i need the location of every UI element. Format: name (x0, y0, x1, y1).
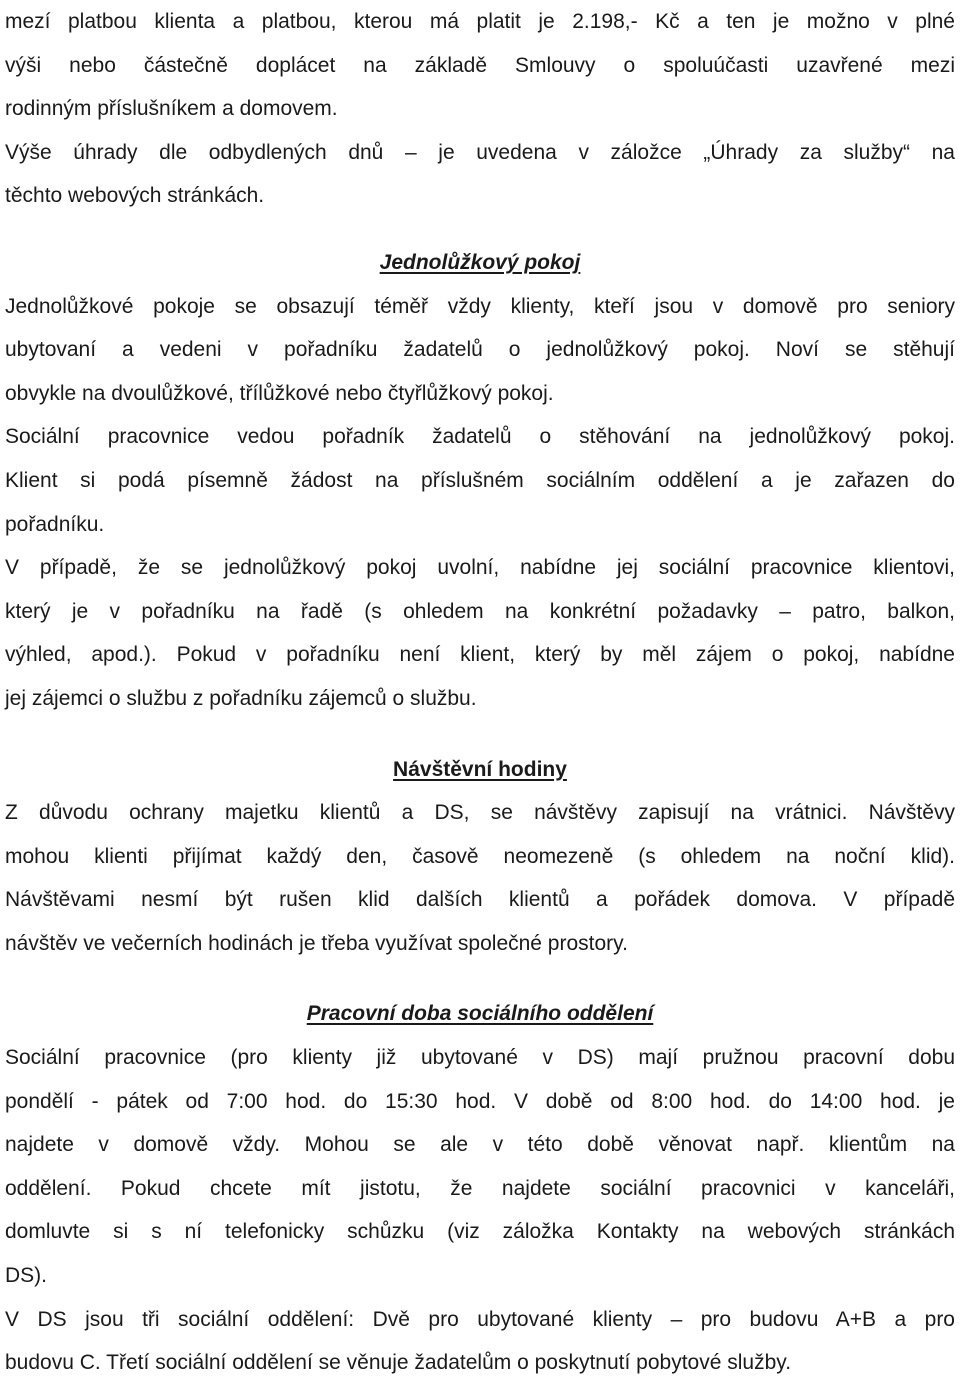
text-line: obvykle na dvoulůžkové, třílůžkové nebo čtyřlůžkový pokoj. (5, 381, 554, 405)
text-line: Výše úhrady dle odbydlených dnů – je uvedena v záložce „Úhrady za služby“ na (5, 140, 955, 164)
paragraph-social-office-hours (5, 1036, 955, 1385)
text-line: návštěv ve večerních hodinách je třeba využívat společné prostory. (5, 931, 628, 955)
text-line: Návštěvami nesmí být rušen klid dalších klientů a pořádek domova. V případě (5, 888, 955, 912)
text-line: jej zájemci o službu z pořadníku zájemců o službu. (5, 686, 477, 710)
text-line: pořadníku. (5, 512, 105, 536)
heading-single-room: Jednolůžkový pokoj (379, 250, 581, 274)
text-line: ubytovaní a vedeni v pořadníku žadatelů o jednolůžkový pokoj. Noví se stěhují (5, 338, 955, 362)
text-line: Sociální pracovnice vedou pořadník žadatelů o stěhování na jednolůžkový pokoj. (5, 425, 955, 449)
paragraph-fees (5, 0, 955, 218)
heading-visiting-hours: Návštěvní hodiny (393, 757, 567, 781)
paragraph-single-room (5, 285, 955, 721)
paragraph-visiting-hours (5, 791, 955, 965)
text-line: Z důvodu ochrany majetku klientů a DS, se návštěvy zapisují na vrátnici. Návštěvy (5, 801, 955, 825)
document-page (5, 0, 955, 1385)
text-line: mohou klienti přijímat každý den, časově neomezeně (s ohledem na noční klid). (5, 844, 955, 868)
text-line: výhled, apod.). Pokud v pořadníku není klient, který by měl zájem o pokoj, nabídne (5, 643, 955, 667)
text-line: domluvte si s ní telefonicky schůzku (viz záložka Kontakty na webových stránkách (5, 1220, 955, 1244)
text-line: najdete v domově vždy. Mohou se ale v této době věnovat např. klientům na (5, 1133, 955, 1157)
text-line: DS). (5, 1264, 47, 1288)
text-line: Sociální pracovnice (pro klienty již ubytované v DS) mají pružnou pracovní dobu (5, 1046, 955, 1070)
text-line: V případě, že se jednolůžkový pokoj uvolní, nabídne jej sociální pracovnice klientovi, (5, 556, 955, 580)
text-line: V DS jsou tři sociální oddělení: Dvě pro ubytované klienty – pro budovu A+B a pro (5, 1307, 955, 1331)
heading-social-office-hours: Pracovní doba sociálního oddělení (306, 1002, 654, 1026)
text-line: mezí platbou klienta a platbou, kterou má platit je 2.198,- Kč a ten je možno v plné (5, 10, 955, 33)
text-line: rodinným příslušníkem a domovem. (5, 97, 338, 121)
text-line: budovu C. Třetí sociální oddělení se věnuje žadatelům o poskytnutí pobytové služby. (5, 1351, 792, 1375)
text-line: Klient si podá písemně žádost na příslušném sociálním oddělení a je zařazen do (5, 468, 955, 492)
text-line: pondělí - pátek od 7:00 hod. do 15:30 hod. V době od 8:00 hod. do 14:00 hod. je (5, 1089, 955, 1113)
text-line: těchto webových stránkách. (5, 184, 265, 208)
text-line: který je v pořadníku na řadě (s ohledem na konkrétní požadavky – patro, balkon, (5, 599, 955, 623)
text-line: výši nebo částečně doplácet na základě Smlouvy o spoluúčasti uzavřené mezi (5, 53, 955, 77)
text-line: Jednolůžkové pokoje se obsazují téměř vždy klienty, kteří jsou v domově pro seniory (5, 294, 955, 318)
text-line: oddělení. Pokud chcete mít jistotu, že najdete sociální pracovnici v kanceláři, (5, 1176, 955, 1200)
